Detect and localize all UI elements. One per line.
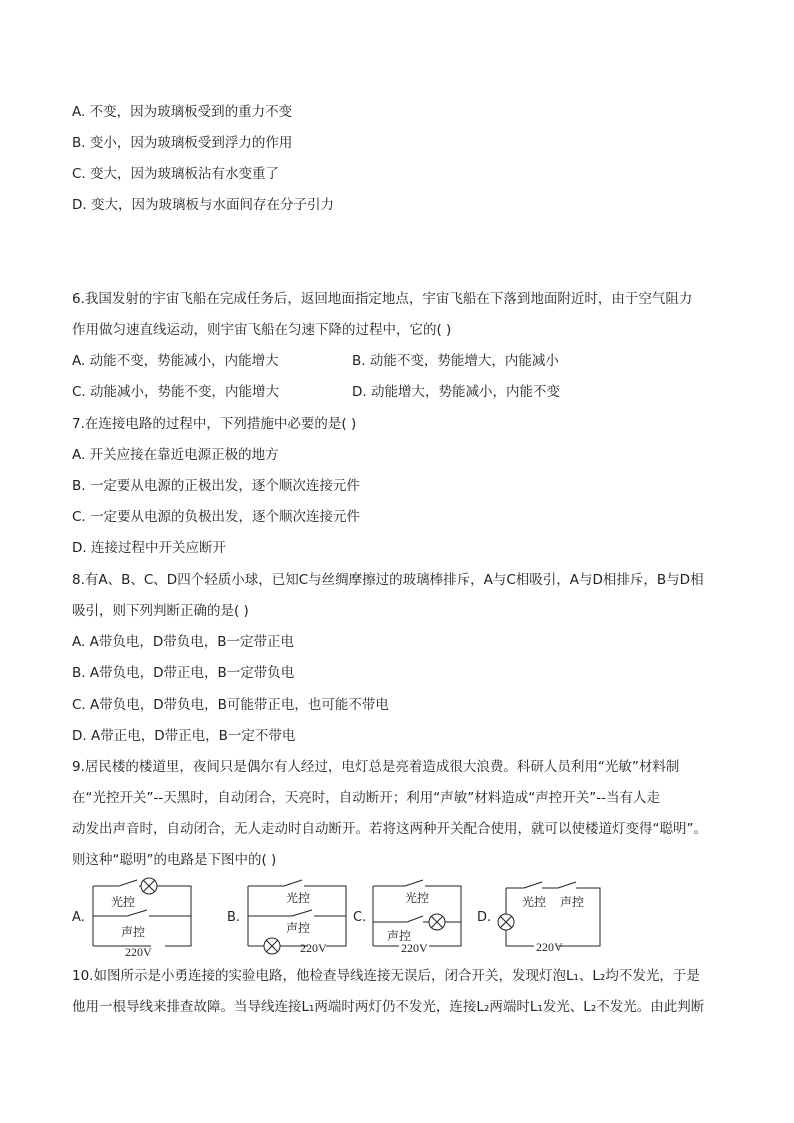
q6-stem-line-1: 6.我国发射的宇宙飞船在完成任务后，返回地面指定地点，宇宙飞船在下落到地面附近时，由于空气阻力 <box>72 291 693 307</box>
q9-stem-line-2: 在“光控开关”--天黑时，自动闭合，天亮时，自动断开；利用“声敏”材料造成“声控开关”--当有人走 <box>72 790 660 806</box>
circuit-a-voltage: 220V <box>125 945 152 959</box>
q10-stem-line-2: 他用一根导线来排查故障。当导线连接L₁两端时两灯仍不发光，连接L₂两端时L₁发光、L₂不发光。由此判断 <box>72 999 705 1015</box>
q6-stem-line-2: 作用做匀速直线运动，则宇宙飞船在匀速下降的过程中，它的( ) <box>72 322 452 338</box>
q6-option-b: B. 动能不变，势能增大，内能减小 <box>352 353 559 369</box>
q7-option-b: B. 一定要从电源的正极出发，逐个顺次连接元件 <box>72 478 360 494</box>
circuit-b-light-label: 光控 <box>286 891 311 905</box>
q8-option-c: C. A带负电，D带负电，B可能带正电，也可能不带电 <box>72 697 389 713</box>
circuit-a-sound-label: 声控 <box>121 925 146 939</box>
q5-option-d: D. 变大，因为玻璃板与水面间存在分子引力 <box>72 197 334 213</box>
circuit-c-light-label: 光控 <box>405 891 430 905</box>
circuit-b-voltage: 220V <box>300 941 327 955</box>
q6-option-c: C. 动能减小，势能不变，内能增大 <box>72 384 280 400</box>
q7-option-c: C. 一定要从电源的负极出发，逐个顺次连接元件 <box>72 509 361 525</box>
circuit-b-diagram <box>248 878 348 958</box>
circuit-d-letter: D. <box>477 910 492 925</box>
q6-option-a: A. 动能不变，势能减小，内能增大 <box>72 353 279 369</box>
q8-option-d: D. A带正电，D带正电，B一定不带电 <box>72 728 296 744</box>
circuit-a-light-label: 光控 <box>111 895 136 909</box>
q9-stem-line-3: 动发出声音时，自动闭合，无人走动时自动断开。若将这两种开关配合使用，就可以使楼道灯变得“聪明”。 <box>72 821 707 837</box>
q7-option-a: A. 开关应接在靠近电源正极的地方 <box>72 447 279 463</box>
circuit-a-diagram <box>93 878 193 958</box>
circuit-d-sound-label: 声控 <box>560 895 585 909</box>
circuit-a-letter: A. <box>72 910 85 925</box>
circuit-c-sound-label: 声控 <box>387 929 412 943</box>
q9-stem-line-4: 则这种“聪明”的电路是下图中的( ) <box>72 852 277 868</box>
q7-option-d: D. 连接过程中开关应断开 <box>72 540 226 556</box>
q5-option-b: B. 变小，因为玻璃板受到浮力的作用 <box>72 135 293 151</box>
q8-option-b: B. A带负电，D带正电，B一定带负电 <box>72 665 295 681</box>
circuit-b-letter: B. <box>227 910 241 925</box>
circuit-d-voltage: 220V <box>536 940 563 954</box>
circuit-d-diagram <box>498 884 602 958</box>
q10-stem-line-1: 10.如图所示是小勇连接的实验电路，他检查导线连接无误后，闭合开关，发现灯泡L₁、L₂均不发光，于是 <box>72 968 700 984</box>
circuit-d-light-label: 光控 <box>522 895 547 909</box>
q9-stem-line-1: 9.居民楼的楼道里，夜间只是偶尔有人经过，电灯总是亮着造成很大浪费。科研人员利用“光敏”材料制 <box>72 759 680 775</box>
circuit-c-voltage: 220V <box>401 941 428 955</box>
q5-option-a: A. 不变，因为玻璃板受到的重力不变 <box>72 104 293 120</box>
q7-stem: 7.在连接电路的过程中，下列措施中必要的是( ) <box>72 416 357 432</box>
circuit-c-letter: C. <box>353 910 367 925</box>
q8-stem-line-2: 吸引，则下列判断正确的是( ) <box>72 603 249 619</box>
q8-option-a: A. A带负电，D带负电，B一定带正电 <box>72 634 294 650</box>
q6-option-d: D. 动能增大，势能减小，内能不变 <box>352 384 560 400</box>
q8-stem-line-1: 8.有A、B、C、D四个轻质小球，已知C与丝绸摩擦过的玻璃棒排斥，A与C相吸引，A与D相排斥，B与D相 <box>72 572 704 588</box>
q5-option-c: C. 变大，因为玻璃板沾有水变重了 <box>72 166 280 182</box>
circuit-c-diagram <box>373 878 463 958</box>
circuit-b-sound-label: 声控 <box>286 921 311 935</box>
